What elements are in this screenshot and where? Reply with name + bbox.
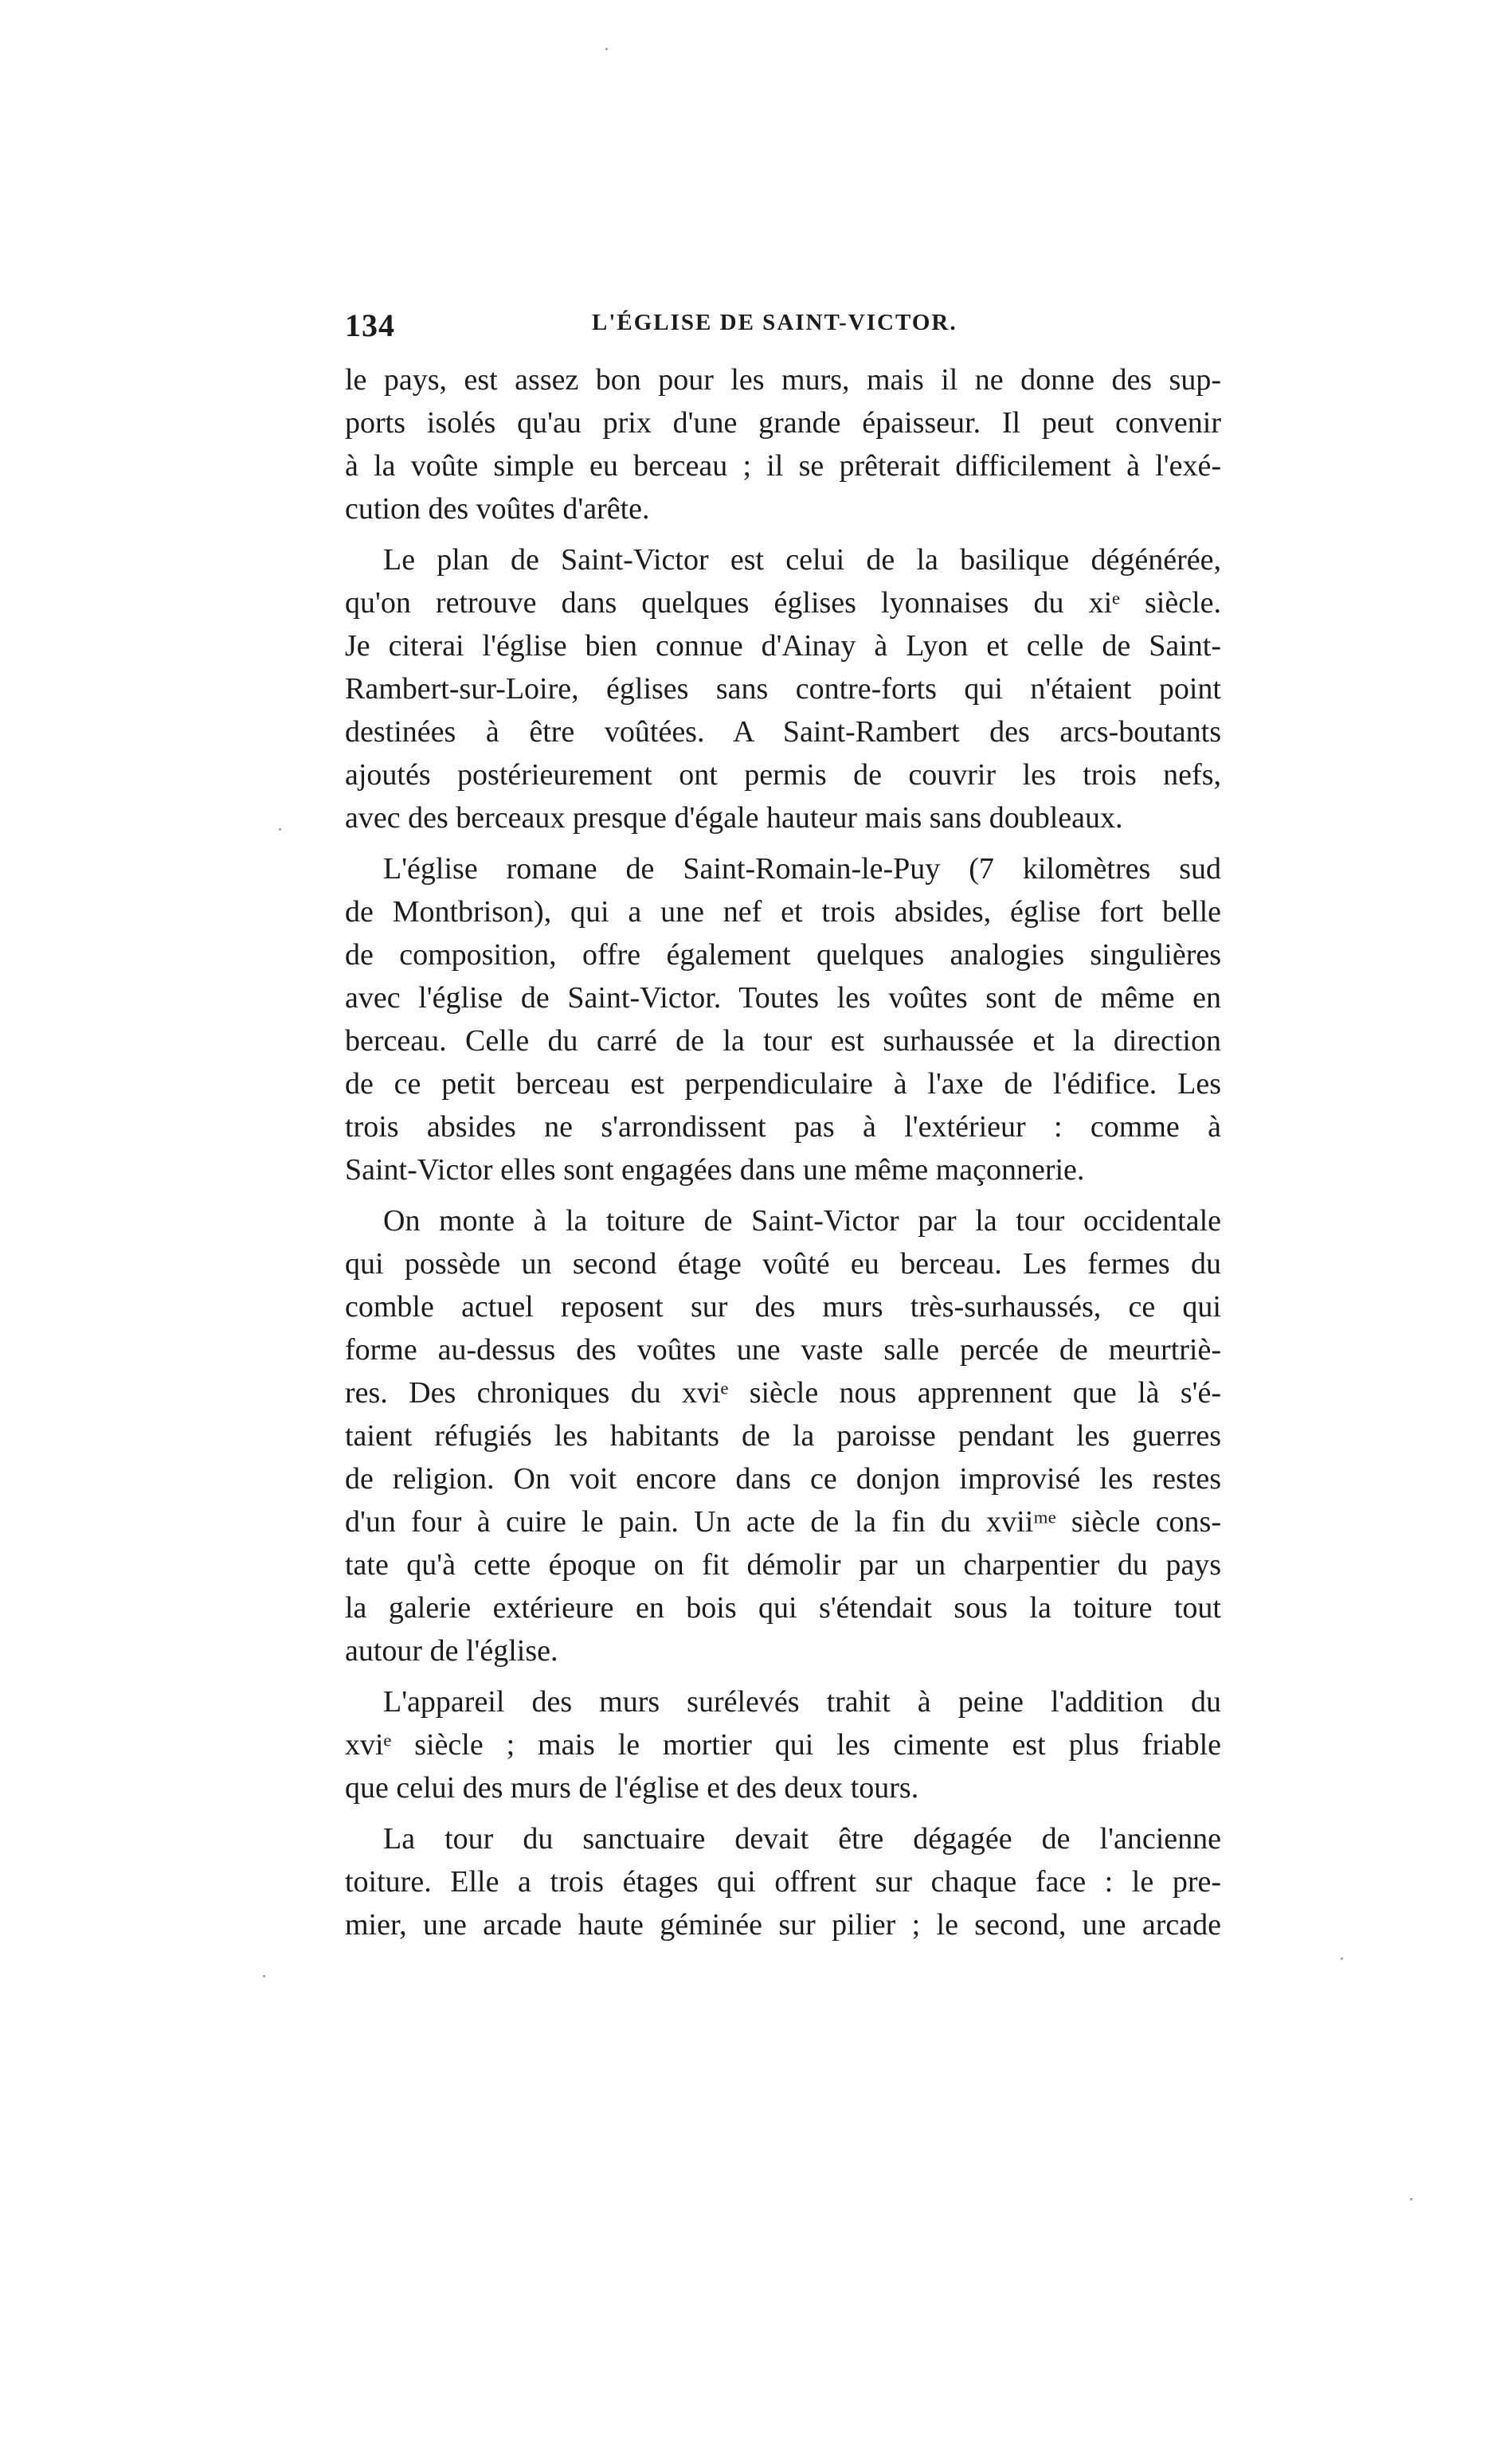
running-title: L'ÉGLISE DE SAINT-VICTOR. bbox=[592, 310, 957, 335]
text-line: de religion. On voit encore dans ce donjon improvisé les restes bbox=[345, 1462, 1221, 1496]
text-line: mier, une arcade haute géminée sur pilier ; le second, une arcade bbox=[345, 1908, 1221, 1942]
text-line: la galerie extérieure en bois qui s'étendait sous la toiture tout bbox=[345, 1591, 1221, 1625]
paragraph bbox=[345, 1191, 1221, 1672]
paper-speck bbox=[605, 48, 608, 50]
paper-speck bbox=[263, 1975, 265, 1977]
text-line: Je citerai l'église bien connue d'Ainay à Lyon et celle de Saint- bbox=[345, 629, 1221, 663]
text-line: cution des voûtes d'arête. bbox=[345, 492, 650, 526]
paragraph bbox=[345, 1809, 1221, 1946]
text-line: de Montbrison), qui a une nef et trois absides, église fort belle bbox=[345, 895, 1221, 929]
running-head bbox=[345, 307, 1221, 354]
paper-speck bbox=[279, 828, 281, 831]
paper-speck bbox=[1341, 1958, 1343, 1960]
page-number: 134 bbox=[345, 307, 395, 343]
text-line: tate qu'à cette époque on fit démolir par un charpentier du pays bbox=[345, 1548, 1221, 1582]
text-line: comble actuel reposent sur des murs très-surhaussés, ce qui bbox=[345, 1290, 1221, 1324]
paragraph bbox=[345, 530, 1221, 839]
text-line: d'un four à cuire le pain. Un acte de la fin du xviiᵐᵉ siècle cons- bbox=[345, 1505, 1221, 1539]
paper-speck bbox=[1410, 2198, 1412, 2200]
text-line: Le plan de Saint-Victor est celui de la basilique dégénérée, bbox=[383, 543, 1221, 577]
text-line: xviᵉ siècle ; mais le mortier qui les cimente est plus friable bbox=[345, 1728, 1221, 1762]
text-line: ajoutés postérieurement ont permis de couvrir les trois nefs, bbox=[345, 758, 1221, 792]
text-line: qu'on retrouve dans quelques églises lyonnaises du xiᵉ siècle. bbox=[345, 586, 1221, 620]
paragraph bbox=[345, 358, 1221, 530]
text-line: avec l'église de Saint-Victor. Toutes les voûtes sont de même en bbox=[345, 981, 1221, 1015]
text-line: toiture. Elle a trois étages qui offrent sur chaque face : le pre- bbox=[345, 1865, 1221, 1899]
text-line: On monte à la toiture de Saint-Victor par la tour occidentale bbox=[383, 1204, 1221, 1238]
text-line: La tour du sanctuaire devait être dégagée de l'ancienne bbox=[383, 1822, 1221, 1856]
text-line: ports isolés qu'au prix d'une grande épaisseur. Il peut convenir bbox=[345, 406, 1221, 440]
body-text bbox=[345, 358, 1221, 1946]
paragraph bbox=[345, 1672, 1221, 1809]
text-line: berceau. Celle du carré de la tour est surhaussée et la direction bbox=[345, 1024, 1221, 1058]
text-line: à la voûte simple eu berceau ; il se prêterait difficilement à l'exé- bbox=[345, 449, 1221, 483]
text-line: Saint-Victor elles sont engagées dans une même maçonnerie. bbox=[345, 1153, 1085, 1187]
paragraph bbox=[345, 839, 1221, 1191]
text-line: L'appareil des murs surélevés trahit à peine l'addition du bbox=[383, 1685, 1221, 1719]
text-line: res. Des chroniques du xviᵉ siècle nous apprennent que là s'é- bbox=[345, 1376, 1221, 1410]
text-line: qui possède un second étage voûté eu berceau. Les fermes du bbox=[345, 1247, 1221, 1281]
text-line: de ce petit berceau est perpendiculaire à l'axe de l'édifice. Les bbox=[345, 1067, 1221, 1101]
text-line: destinées à être voûtées. A Saint-Rambert des arcs-boutants bbox=[345, 715, 1221, 749]
text-line: L'église romane de Saint-Romain-le-Puy (7 kilomètres sud bbox=[383, 852, 1221, 886]
text-line: que celui des murs de l'église et des deux tours. bbox=[345, 1771, 919, 1805]
text-line: trois absides ne s'arrondissent pas à l'extérieur : comme à bbox=[345, 1110, 1221, 1144]
text-line: le pays, est assez bon pour les murs, mais il ne donne des sup- bbox=[345, 363, 1221, 397]
text-line: Rambert-sur-Loire, églises sans contre-forts qui n'étaient point bbox=[345, 672, 1221, 706]
text-line: taient réfugiés les habitants de la paroisse pendant les guerres bbox=[345, 1419, 1221, 1453]
text-line: autour de l'église. bbox=[345, 1634, 558, 1668]
text-line: forme au-dessus des voûtes une vaste salle percée de meurtriè- bbox=[345, 1333, 1221, 1367]
text-line: de composition, offre également quelques analogies singulières bbox=[345, 938, 1221, 972]
text-line: avec des berceaux presque d'égale hauteur mais sans doubleaux. bbox=[345, 801, 1123, 835]
